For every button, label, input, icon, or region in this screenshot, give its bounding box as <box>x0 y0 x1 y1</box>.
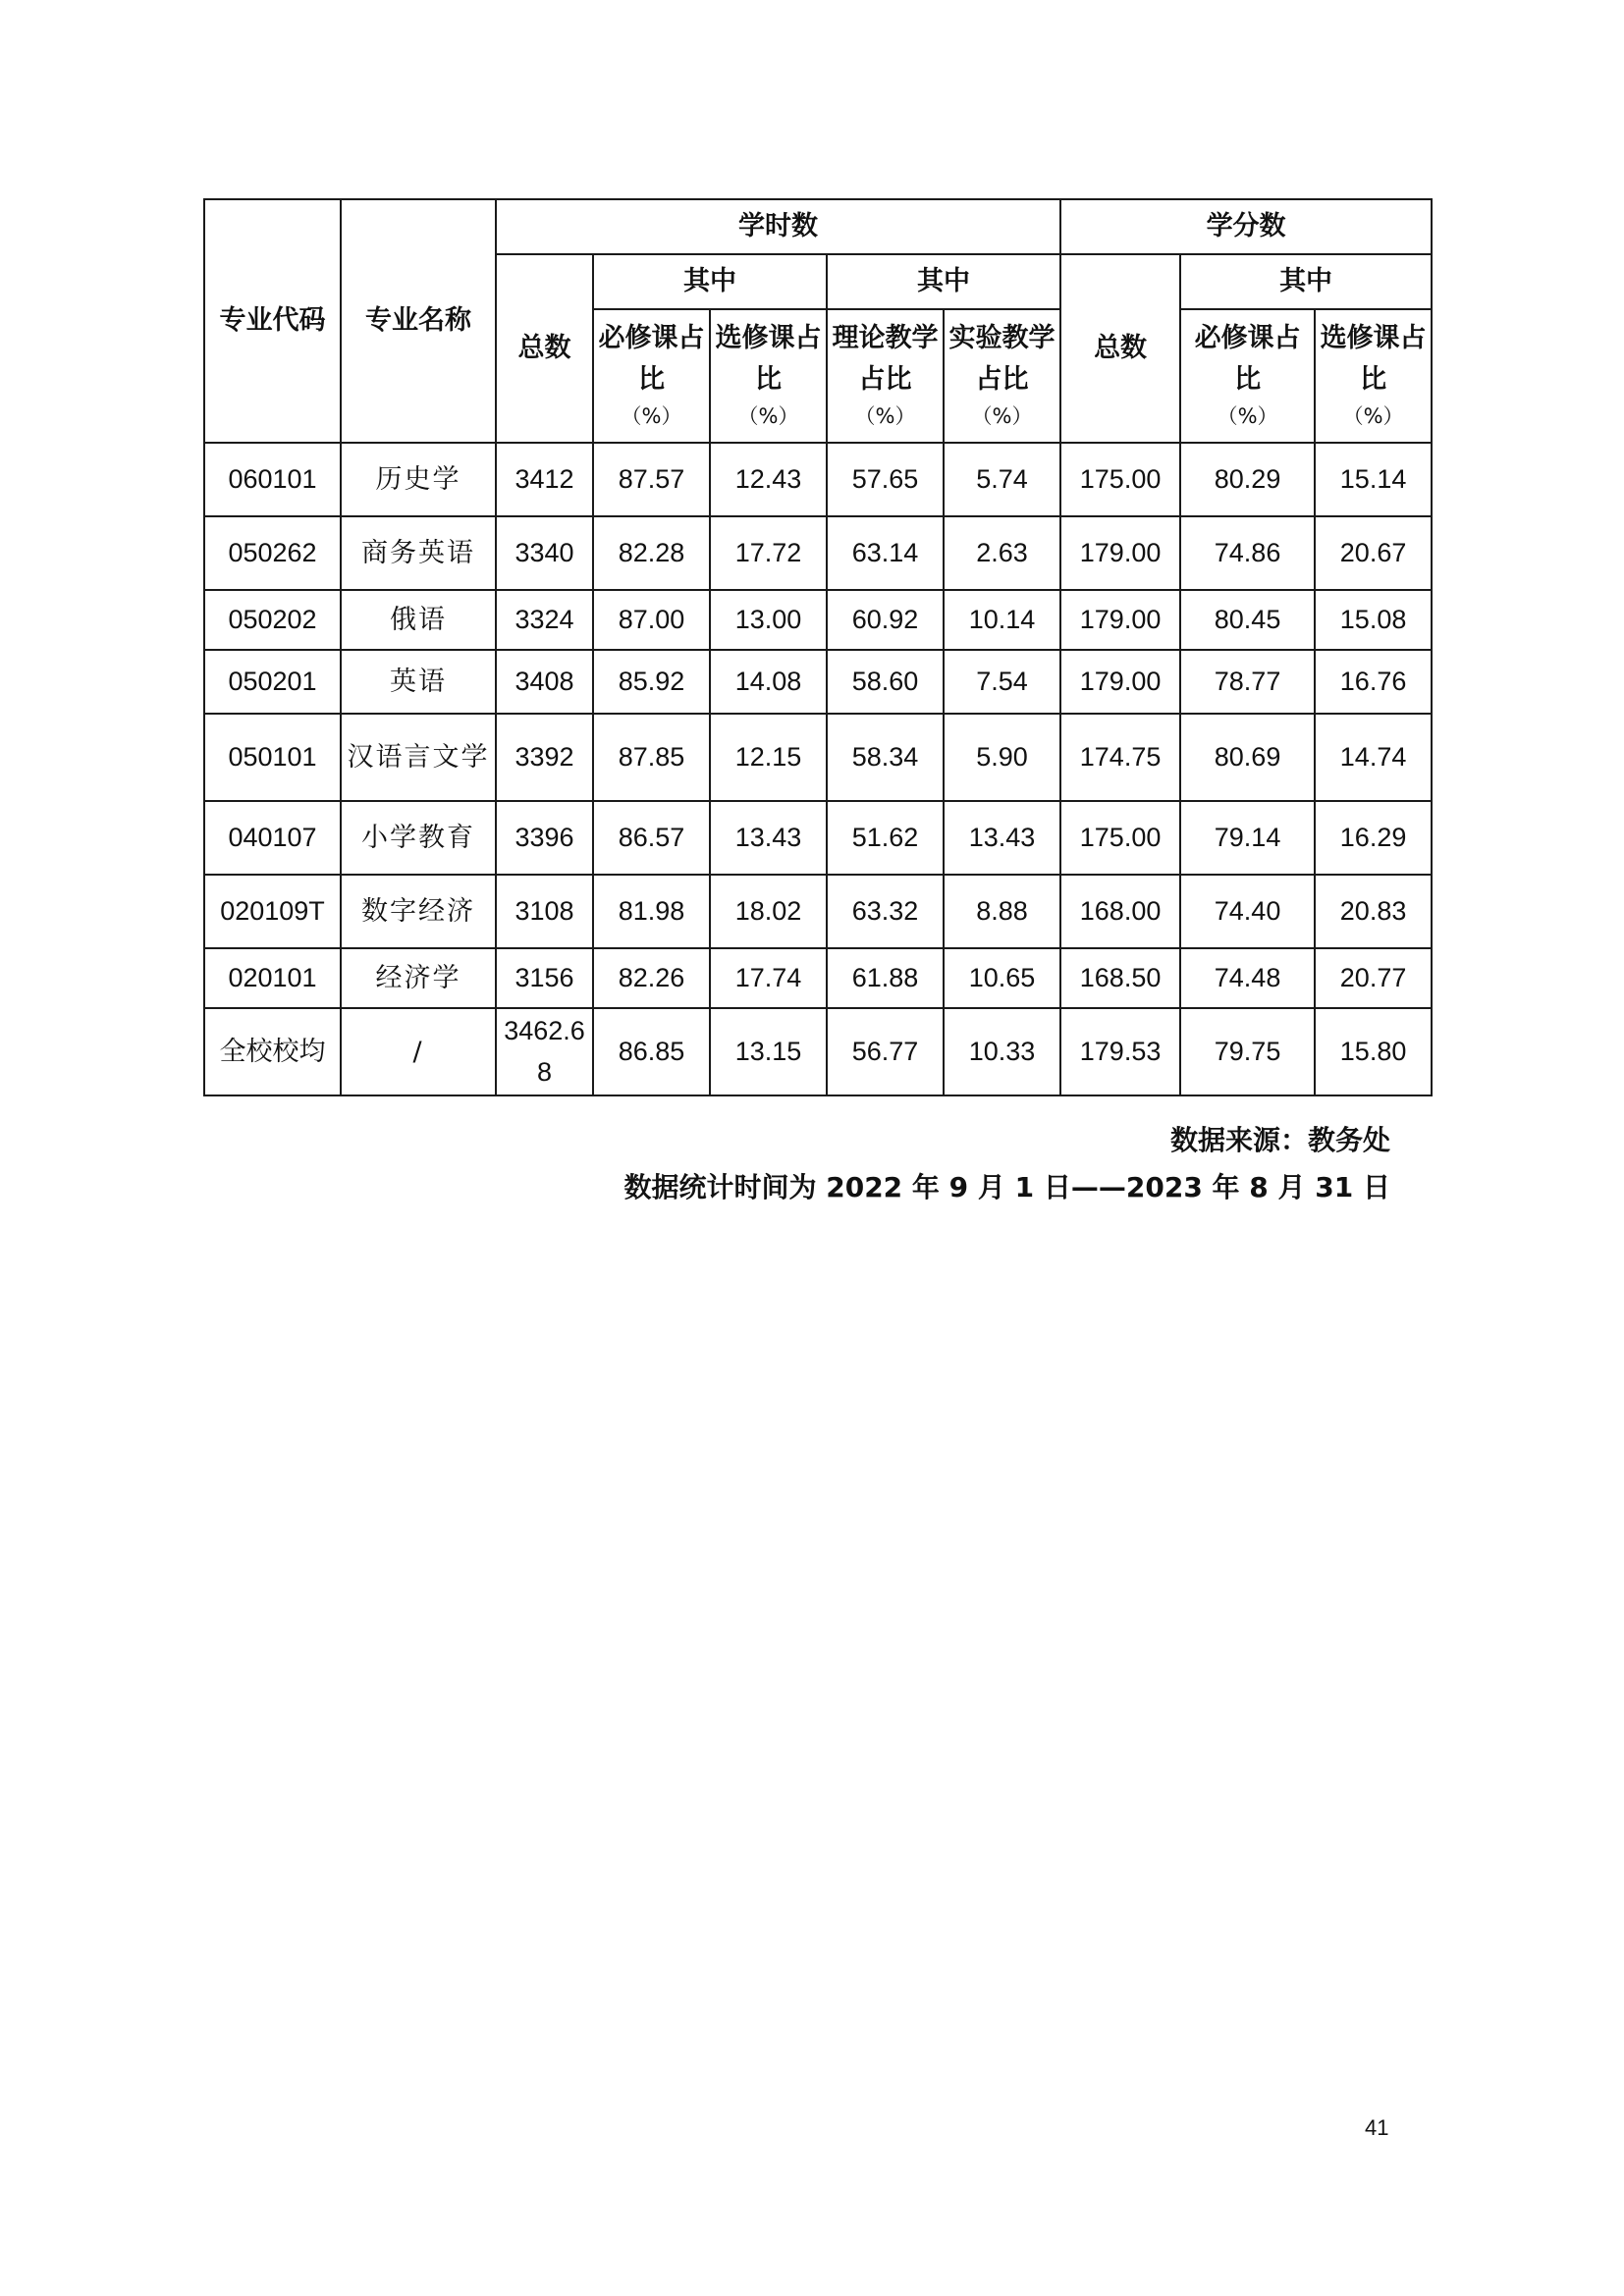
cell-credit-required-ratio: 79.75 <box>1180 1008 1315 1095</box>
cell-major-name: 商务英语 <box>341 516 496 590</box>
cell-credit-required-ratio: 79.14 <box>1180 801 1315 875</box>
cell-credit-required-ratio: 74.48 <box>1180 948 1315 1008</box>
header-hours-of-which-b: 其中 <box>827 254 1060 309</box>
header-theory-ratio <box>827 309 944 443</box>
cell-theory-ratio: 58.34 <box>827 714 944 801</box>
cell-major-name: 英语 <box>341 650 496 714</box>
cell-theory-ratio: 60.92 <box>827 590 944 650</box>
header-hours-total: 总数 <box>496 254 593 443</box>
cell-hours-total: 3412 <box>496 443 593 516</box>
cell-hours-total: 3408 <box>496 650 593 714</box>
cell-major-name: 数字经济 <box>341 875 496 948</box>
cell-hours-total: 3156 <box>496 948 593 1008</box>
table-row <box>204 590 1432 650</box>
curriculum-table <box>203 198 1433 1096</box>
cell-theory-ratio: 63.14 <box>827 516 944 590</box>
cell-required-ratio: 81.98 <box>593 875 710 948</box>
header-pct-unit: （%） <box>621 404 682 429</box>
cell-lab-ratio: 13.43 <box>944 801 1060 875</box>
cell-elective-ratio: 17.72 <box>710 516 827 590</box>
cell-required-ratio: 82.26 <box>593 948 710 1008</box>
cell-required-ratio: 87.85 <box>593 714 710 801</box>
table-row <box>204 516 1432 590</box>
cell-major-code: 050101 <box>204 714 341 801</box>
cell-lab-ratio: 8.88 <box>944 875 1060 948</box>
cell-lab-ratio: 5.74 <box>944 443 1060 516</box>
header-credit-elective-ratio-label: 选修课占比 <box>1320 323 1427 396</box>
cell-theory-ratio: 57.65 <box>827 443 944 516</box>
header-hours-group: 学时数 <box>496 199 1060 254</box>
cell-required-ratio: 85.92 <box>593 650 710 714</box>
cell-required-ratio: 82.28 <box>593 516 710 590</box>
header-row-1 <box>204 199 1432 254</box>
cell-major-code: 050202 <box>204 590 341 650</box>
header-pct-unit: （%） <box>971 404 1033 429</box>
header-lab-ratio-label: 实验教学占比 <box>948 323 1056 396</box>
table-row <box>204 650 1432 714</box>
table-row <box>204 801 1432 875</box>
cell-elective-ratio: 13.15 <box>710 1008 827 1095</box>
header-credit-elective-ratio <box>1315 309 1432 443</box>
header-major-name: 专业名称 <box>341 199 496 443</box>
cell-credit-elective-ratio: 16.29 <box>1315 801 1432 875</box>
cell-theory-ratio: 61.88 <box>827 948 944 1008</box>
page-number: 41 <box>1365 2115 1389 2140</box>
cell-credit-required-ratio: 74.86 <box>1180 516 1315 590</box>
table-row <box>204 714 1432 801</box>
cell-credit-elective-ratio: 16.76 <box>1315 650 1432 714</box>
cell-credit-required-ratio: 74.40 <box>1180 875 1315 948</box>
cell-credit-elective-ratio: 15.80 <box>1315 1008 1432 1095</box>
cell-major-name: 汉语言文学 <box>341 714 496 801</box>
cell-major-code: 020109T <box>204 875 341 948</box>
cell-credit-elective-ratio: 15.14 <box>1315 443 1432 516</box>
cell-hours-total: 3324 <box>496 590 593 650</box>
header-credits-group: 学分数 <box>1060 199 1432 254</box>
data-source-note: 数据来源：教务处 <box>1169 1124 1390 1156</box>
cell-credit-elective-ratio: 20.77 <box>1315 948 1432 1008</box>
cell-required-ratio: 87.57 <box>593 443 710 516</box>
cell-credits-total: 179.00 <box>1060 590 1180 650</box>
cell-major-code: 050201 <box>204 650 341 714</box>
cell-lab-ratio: 10.65 <box>944 948 1060 1008</box>
header-lab-ratio <box>944 309 1060 443</box>
cell-credit-elective-ratio: 20.67 <box>1315 516 1432 590</box>
header-credit-required-ratio-label: 必修课占比 <box>1194 323 1301 396</box>
cell-lab-ratio: 10.14 <box>944 590 1060 650</box>
cell-elective-ratio: 18.02 <box>710 875 827 948</box>
cell-hours-total: 3340 <box>496 516 593 590</box>
cell-credit-elective-ratio: 20.83 <box>1315 875 1432 948</box>
cell-credits-total: 175.00 <box>1060 801 1180 875</box>
cell-credits-total: 179.53 <box>1060 1008 1180 1095</box>
cell-elective-ratio: 12.43 <box>710 443 827 516</box>
header-hours-of-which-a: 其中 <box>593 254 827 309</box>
cell-elective-ratio: 17.74 <box>710 948 827 1008</box>
cell-credit-elective-ratio: 15.08 <box>1315 590 1432 650</box>
cell-major-code: 020101 <box>204 948 341 1008</box>
cell-hours-total: 3462.68 <box>496 1008 593 1095</box>
cell-major-name: 历史学 <box>341 443 496 516</box>
cell-major-name: 小学教育 <box>341 801 496 875</box>
cell-elective-ratio: 13.43 <box>710 801 827 875</box>
cell-elective-ratio: 13.00 <box>710 590 827 650</box>
cell-lab-ratio: 10.33 <box>944 1008 1060 1095</box>
cell-credit-required-ratio: 80.69 <box>1180 714 1315 801</box>
header-credits-total: 总数 <box>1060 254 1180 443</box>
cell-credit-required-ratio: 80.29 <box>1180 443 1315 516</box>
header-credit-required-ratio <box>1180 309 1315 443</box>
header-theory-ratio-label: 理论教学占比 <box>832 323 939 396</box>
table-row <box>204 443 1432 516</box>
table-row <box>204 875 1432 948</box>
cell-credits-total: 168.00 <box>1060 875 1180 948</box>
header-pct-unit: （%） <box>737 404 799 429</box>
cell-credits-total: 179.00 <box>1060 516 1180 590</box>
table-row <box>204 1008 1432 1095</box>
cell-credit-required-ratio: 80.45 <box>1180 590 1315 650</box>
table-wrap <box>203 198 1431 1096</box>
cell-lab-ratio: 7.54 <box>944 650 1060 714</box>
table-body <box>204 443 1432 1095</box>
cell-required-ratio: 86.85 <box>593 1008 710 1095</box>
header-elective-ratio <box>710 309 827 443</box>
cell-major-name: 俄语 <box>341 590 496 650</box>
table-row <box>204 948 1432 1008</box>
cell-major-code: 040107 <box>204 801 341 875</box>
cell-credits-total: 168.50 <box>1060 948 1180 1008</box>
table-notes <box>623 1117 1390 1211</box>
cell-hours-total: 3108 <box>496 875 593 948</box>
cell-credit-required-ratio: 78.77 <box>1180 650 1315 714</box>
cell-credit-elective-ratio: 14.74 <box>1315 714 1432 801</box>
cell-hours-total: 3396 <box>496 801 593 875</box>
header-pct-unit: （%） <box>1217 404 1278 429</box>
cell-major-code: 060101 <box>204 443 341 516</box>
header-credits-of-which: 其中 <box>1180 254 1432 309</box>
cell-credits-total: 179.00 <box>1060 650 1180 714</box>
cell-major-code: 050262 <box>204 516 341 590</box>
cell-major-code: 全校校均 <box>204 1008 341 1095</box>
cell-theory-ratio: 51.62 <box>827 801 944 875</box>
data-period-note: 数据统计时间为 2022 年 9 月 1 日——2023 年 8 月 31 日 <box>623 1171 1390 1203</box>
cell-lab-ratio: 5.90 <box>944 714 1060 801</box>
cell-theory-ratio: 56.77 <box>827 1008 944 1095</box>
cell-lab-ratio: 2.63 <box>944 516 1060 590</box>
header-major-code: 专业代码 <box>204 199 341 443</box>
cell-major-name: 经济学 <box>341 948 496 1008</box>
cell-elective-ratio: 12.15 <box>710 714 827 801</box>
cell-theory-ratio: 58.60 <box>827 650 944 714</box>
header-pct-unit: （%） <box>854 404 916 429</box>
cell-elective-ratio: 14.08 <box>710 650 827 714</box>
cell-credits-total: 174.75 <box>1060 714 1180 801</box>
cell-major-name: / <box>341 1008 496 1095</box>
header-required-ratio <box>593 309 710 443</box>
header-required-ratio-label: 必修课占比 <box>598 323 705 396</box>
cell-required-ratio: 87.00 <box>593 590 710 650</box>
cell-credits-total: 175.00 <box>1060 443 1180 516</box>
cell-hours-total: 3392 <box>496 714 593 801</box>
cell-theory-ratio: 63.32 <box>827 875 944 948</box>
cell-required-ratio: 86.57 <box>593 801 710 875</box>
header-pct-unit: （%） <box>1342 404 1404 429</box>
header-elective-ratio-label: 选修课占比 <box>715 323 822 396</box>
